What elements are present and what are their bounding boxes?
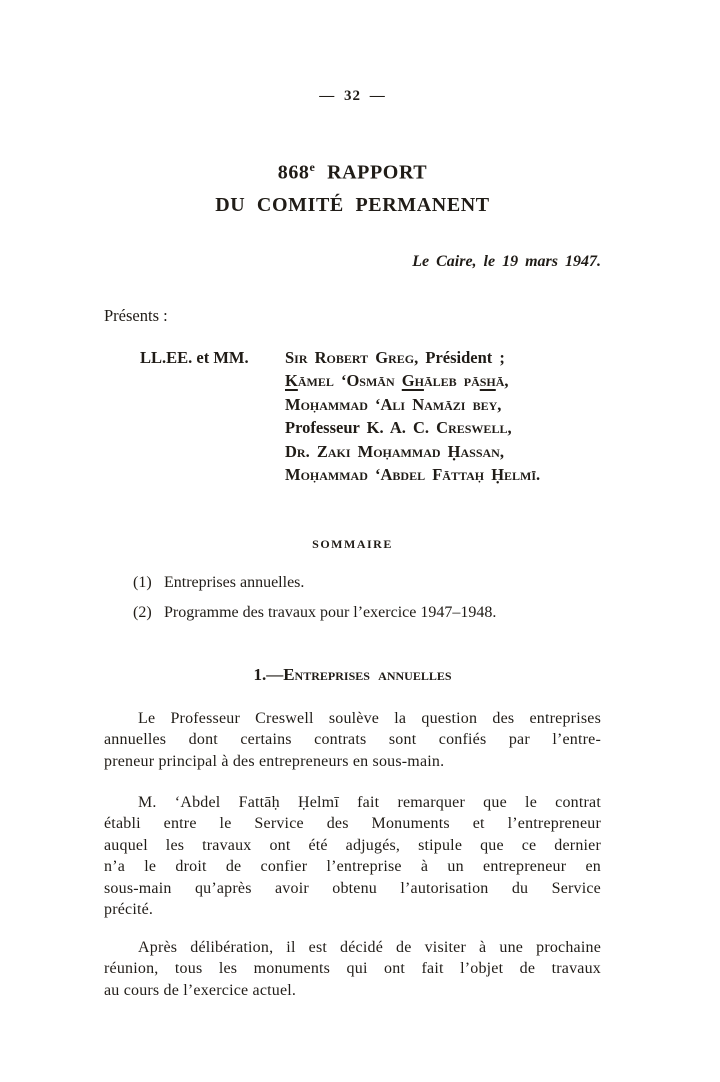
attendee-name: Moḥammad ‘Abdel Fāttaḥ Ḥelmī.: [285, 465, 541, 485]
attendee-name: Moḥammad ‘Ali Namāzi bey,: [285, 394, 502, 414]
report-title-line1: 868e RAPPORT: [277, 160, 428, 184]
attendees-label: LL.EE. et MM.: [140, 348, 249, 367]
paragraph-line: n’a le droit de confier l’entreprise à un entrepreneur en: [104, 858, 601, 876]
report-title: [104, 153, 601, 219]
sommaire-heading: SOMMAIRE: [312, 537, 393, 551]
paragraph-line: Le Professeur Creswell soulève la question des entreprises: [138, 710, 601, 727]
sommaire-item-1-text: Entreprises annuelles.: [164, 574, 305, 591]
sommaire-item-2: [104, 602, 601, 624]
paragraph-line: M. ‘Abdel Fattāḥ Ḥelmī fait remarquer que le contrat: [138, 794, 601, 811]
paragraph-line: au cours de l’exercice actuel.: [104, 981, 297, 999]
attendee-name: Dr. Zaki Moḥammad Ḥassan,: [285, 441, 504, 461]
paragraph-line: réunion, tous les monuments qui ont fait l’objet de travaux: [104, 960, 601, 978]
sommaire-item-1: [104, 572, 601, 594]
sommaire-item-2-number: (2): [133, 604, 152, 621]
paragraph-line: établi entre le Service des Monuments et l’entrepreneur: [104, 815, 601, 833]
paragraph-line: précité.: [104, 901, 154, 919]
paragraph-line: sous-main qu’après avoir obtenu l’autorisation du Service: [104, 879, 601, 897]
attendees-names: [285, 346, 540, 486]
paragraph-line: Après délibération, il est décidé de visiter à une prochaine: [138, 939, 601, 956]
sommaire-item-2-text: Programme des travaux pour l’exercice 1947–1948.: [164, 604, 497, 621]
attendee-name: Kāmel ‘Osmān Ghāleb pāshā,: [285, 371, 509, 391]
section-1-heading: 1.—Entreprises annuelles: [253, 665, 452, 684]
report-title-line2: DU COMITÉ PERMANENT: [215, 193, 490, 216]
paragraph-line: preneur principal à des entrepreneurs en sous-main.: [104, 752, 445, 770]
attendees-block: [104, 346, 601, 486]
attendee-name: Sir Robert Greg, Président ;: [285, 348, 505, 367]
sommaire-item-1-number: (1): [133, 574, 152, 591]
paragraph-2: [104, 792, 601, 920]
paragraph-line: auquel les travaux ont été adjugés, stipule que ce dernier: [104, 836, 601, 854]
page-number: — 32 —: [319, 88, 386, 104]
dateline: Le Caire, le 19 mars 1947.: [412, 253, 601, 270]
attendee-name: Professeur K. A. C. Creswell,: [285, 418, 512, 438]
presents-label: Présents :: [104, 306, 168, 325]
paragraph-1: [104, 708, 601, 772]
paragraph-3: [104, 937, 601, 1001]
paragraph-line: annuelles dont certains contrats sont confiés par l’entre-: [104, 731, 601, 749]
